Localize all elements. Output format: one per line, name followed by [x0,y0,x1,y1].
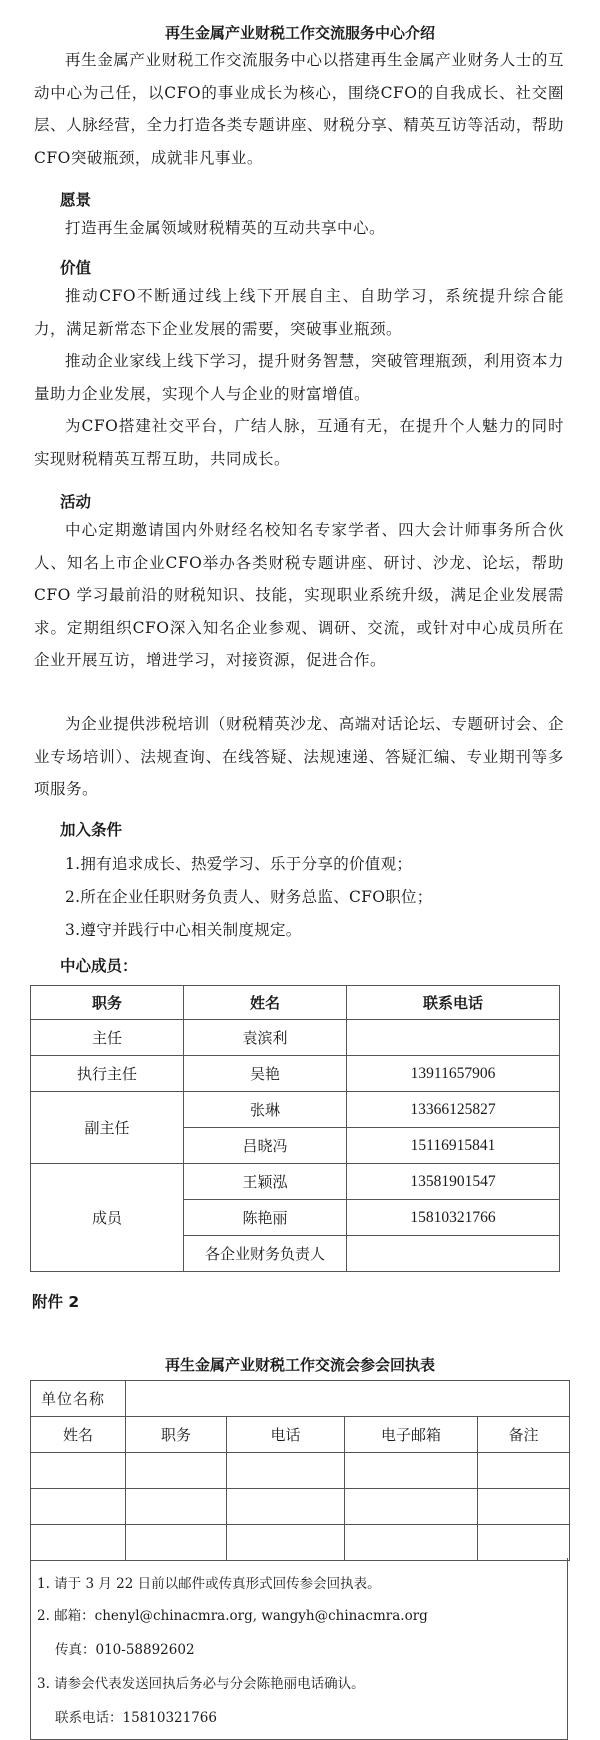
phone-cell: 15810321766 [347,1200,560,1236]
members-table [30,985,560,1272]
blank-cell[interactable] [478,1525,570,1561]
blank-cell[interactable] [126,1525,227,1561]
phone-cell: 13911657906 [347,1056,560,1092]
table-row [31,1056,560,1092]
values-heading: 价值 [60,259,92,277]
blank-cell[interactable] [31,1453,126,1489]
receipt-notes [30,1558,568,1740]
join-item-3: 3.遵守并践行中心相关制度规定。 [65,921,302,939]
column-header: 姓名 [31,1417,126,1453]
blank-cell[interactable] [126,1453,227,1489]
values-paragraph-3: 为CFO搭建社交平台，广结人脉，互通有无，在提升个人魅力的同时实现财税精英互帮互助，共同成长。 [34,417,564,468]
blank-cell[interactable] [345,1525,478,1561]
blank-cell[interactable] [227,1489,345,1525]
table-row [31,1525,570,1561]
name-cell: 王颖泓 [184,1164,347,1200]
vision-heading: 愿景 [60,191,92,209]
blank-cell[interactable] [478,1489,570,1525]
members-heading: 中心成员： [60,957,138,975]
note-3: 3. 请参会代表发送回执后务必与分会陈艳丽电话确认。 [37,1676,365,1692]
table-row [31,1092,560,1128]
phone-cell: 15116915841 [347,1128,560,1164]
table-row [31,1381,570,1417]
role-cell: 副主任 [31,1092,184,1164]
role-cell: 成员 [31,1164,184,1272]
activities-paragraph-1: 中心定期邀请国内外财经名校知名专家学者、四大会计师事务所合伙人、知名上市企业CFO举办各类财税专题讲座、研讨、沙龙、论坛，帮助CFO 学习最前沿的财税知识、技能，实现职业系统升级，满足企业发展需求。定期组织CFO深入知名企业参观、调研、交流，或针对中心成员所在企业开展互访，增进学习，对接资源，促进合作。 [34,521,564,669]
blank-cell[interactable] [478,1453,570,1489]
table-header-row [31,986,560,1020]
name-cell: 张琳 [184,1092,347,1128]
table-row [31,1453,570,1489]
column-header: 职务 [126,1417,227,1453]
join-item-1: 1.拥有追求成长、热爱学习、乐于分享的价值观； [65,855,413,873]
intro-title: 再生金属产业财税工作交流服务中心介绍 [164,24,435,42]
phone-cell [347,1236,560,1272]
column-header: 电话 [227,1417,345,1453]
table-row [31,1489,570,1525]
receipt-table [30,1380,570,1561]
activities-paragraph-2: 为企业提供涉税培训（财税精英沙龙、高端对话论坛、专题研讨会、企业专场培训）、法规查询、在线答疑、法规速递、答疑汇编、专业期刊等多项服务。 [34,715,564,798]
join-item-2: 2.所在企业任职财务负责人、财务总监、CFO职位； [65,888,433,906]
unit-name-field[interactable] [126,1381,570,1417]
phone-cell: 13581901547 [347,1164,560,1200]
blank-cell[interactable] [31,1489,126,1525]
blank-cell[interactable] [345,1453,478,1489]
note-2: 2. 邮箱：chenyl@chinacmra.org, wangyh@chinacmra.org [37,1608,428,1624]
column-header: 姓名 [184,986,347,1020]
table-row [31,1164,560,1200]
receipt-title: 再生金属产业财税工作交流会参会回执表 [164,1356,435,1374]
phone-cell: 13366125827 [347,1092,560,1128]
activities-heading: 活动 [60,493,92,511]
blank-cell[interactable] [227,1525,345,1561]
column-header: 电子邮箱 [345,1417,478,1453]
role-cell: 执行主任 [31,1056,184,1092]
name-cell: 袁滨利 [184,1020,347,1056]
unit-name-label: 单位名称 [31,1381,126,1417]
blank-cell[interactable] [345,1489,478,1525]
note-contact: 联系电话：15810321766 [55,1710,217,1726]
column-header: 备注 [478,1417,570,1453]
note-fax: 传真：010-58892602 [55,1642,195,1658]
table-header-row [31,1417,570,1453]
blank-cell[interactable] [227,1453,345,1489]
blank-cell[interactable] [126,1489,227,1525]
attachment-label: 附件 2 [32,1293,80,1311]
values-paragraph-2: 推动企业家线上线下学习，提升财务智慧，突破管理瓶颈，利用资本力量助力企业发展，实现个人与企业的财富增值。 [34,352,564,403]
join-heading: 加入条件 [60,821,123,839]
values-paragraph-1: 推动CFO不断通过线上线下开展自主、自助学习，系统提升综合能力，满足新常态下企业发展的需要，突破事业瓶颈。 [34,287,564,338]
name-cell: 各企业财务负责人 [184,1236,347,1272]
blank-cell[interactable] [31,1525,126,1561]
intro-paragraph: 再生金属产业财税工作交流服务中心以搭建再生金属产业财务人士的互动中心为己任，以CFO的事业成长为核心，围绕CFO的自我成长、社交圈层、人脉经营，全力打造各类专题讲座、财税分享、精英互访等活动，帮助CFO突破瓶颈，成就非凡事业。 [34,51,564,167]
column-header: 职务 [31,986,184,1020]
name-cell: 吴艳 [184,1056,347,1092]
table-row [31,1020,560,1056]
note-1: 1. 请于 3 月 22 日前以邮件或传真形式回传参会回执表。 [37,1576,381,1592]
column-header: 联系电话 [347,986,560,1020]
name-cell: 陈艳丽 [184,1200,347,1236]
vision-text: 打造再生金属领域财税精英的互动共享中心。 [65,219,386,237]
phone-cell [347,1020,560,1056]
role-cell: 主任 [31,1020,184,1056]
name-cell: 吕晓冯 [184,1128,347,1164]
